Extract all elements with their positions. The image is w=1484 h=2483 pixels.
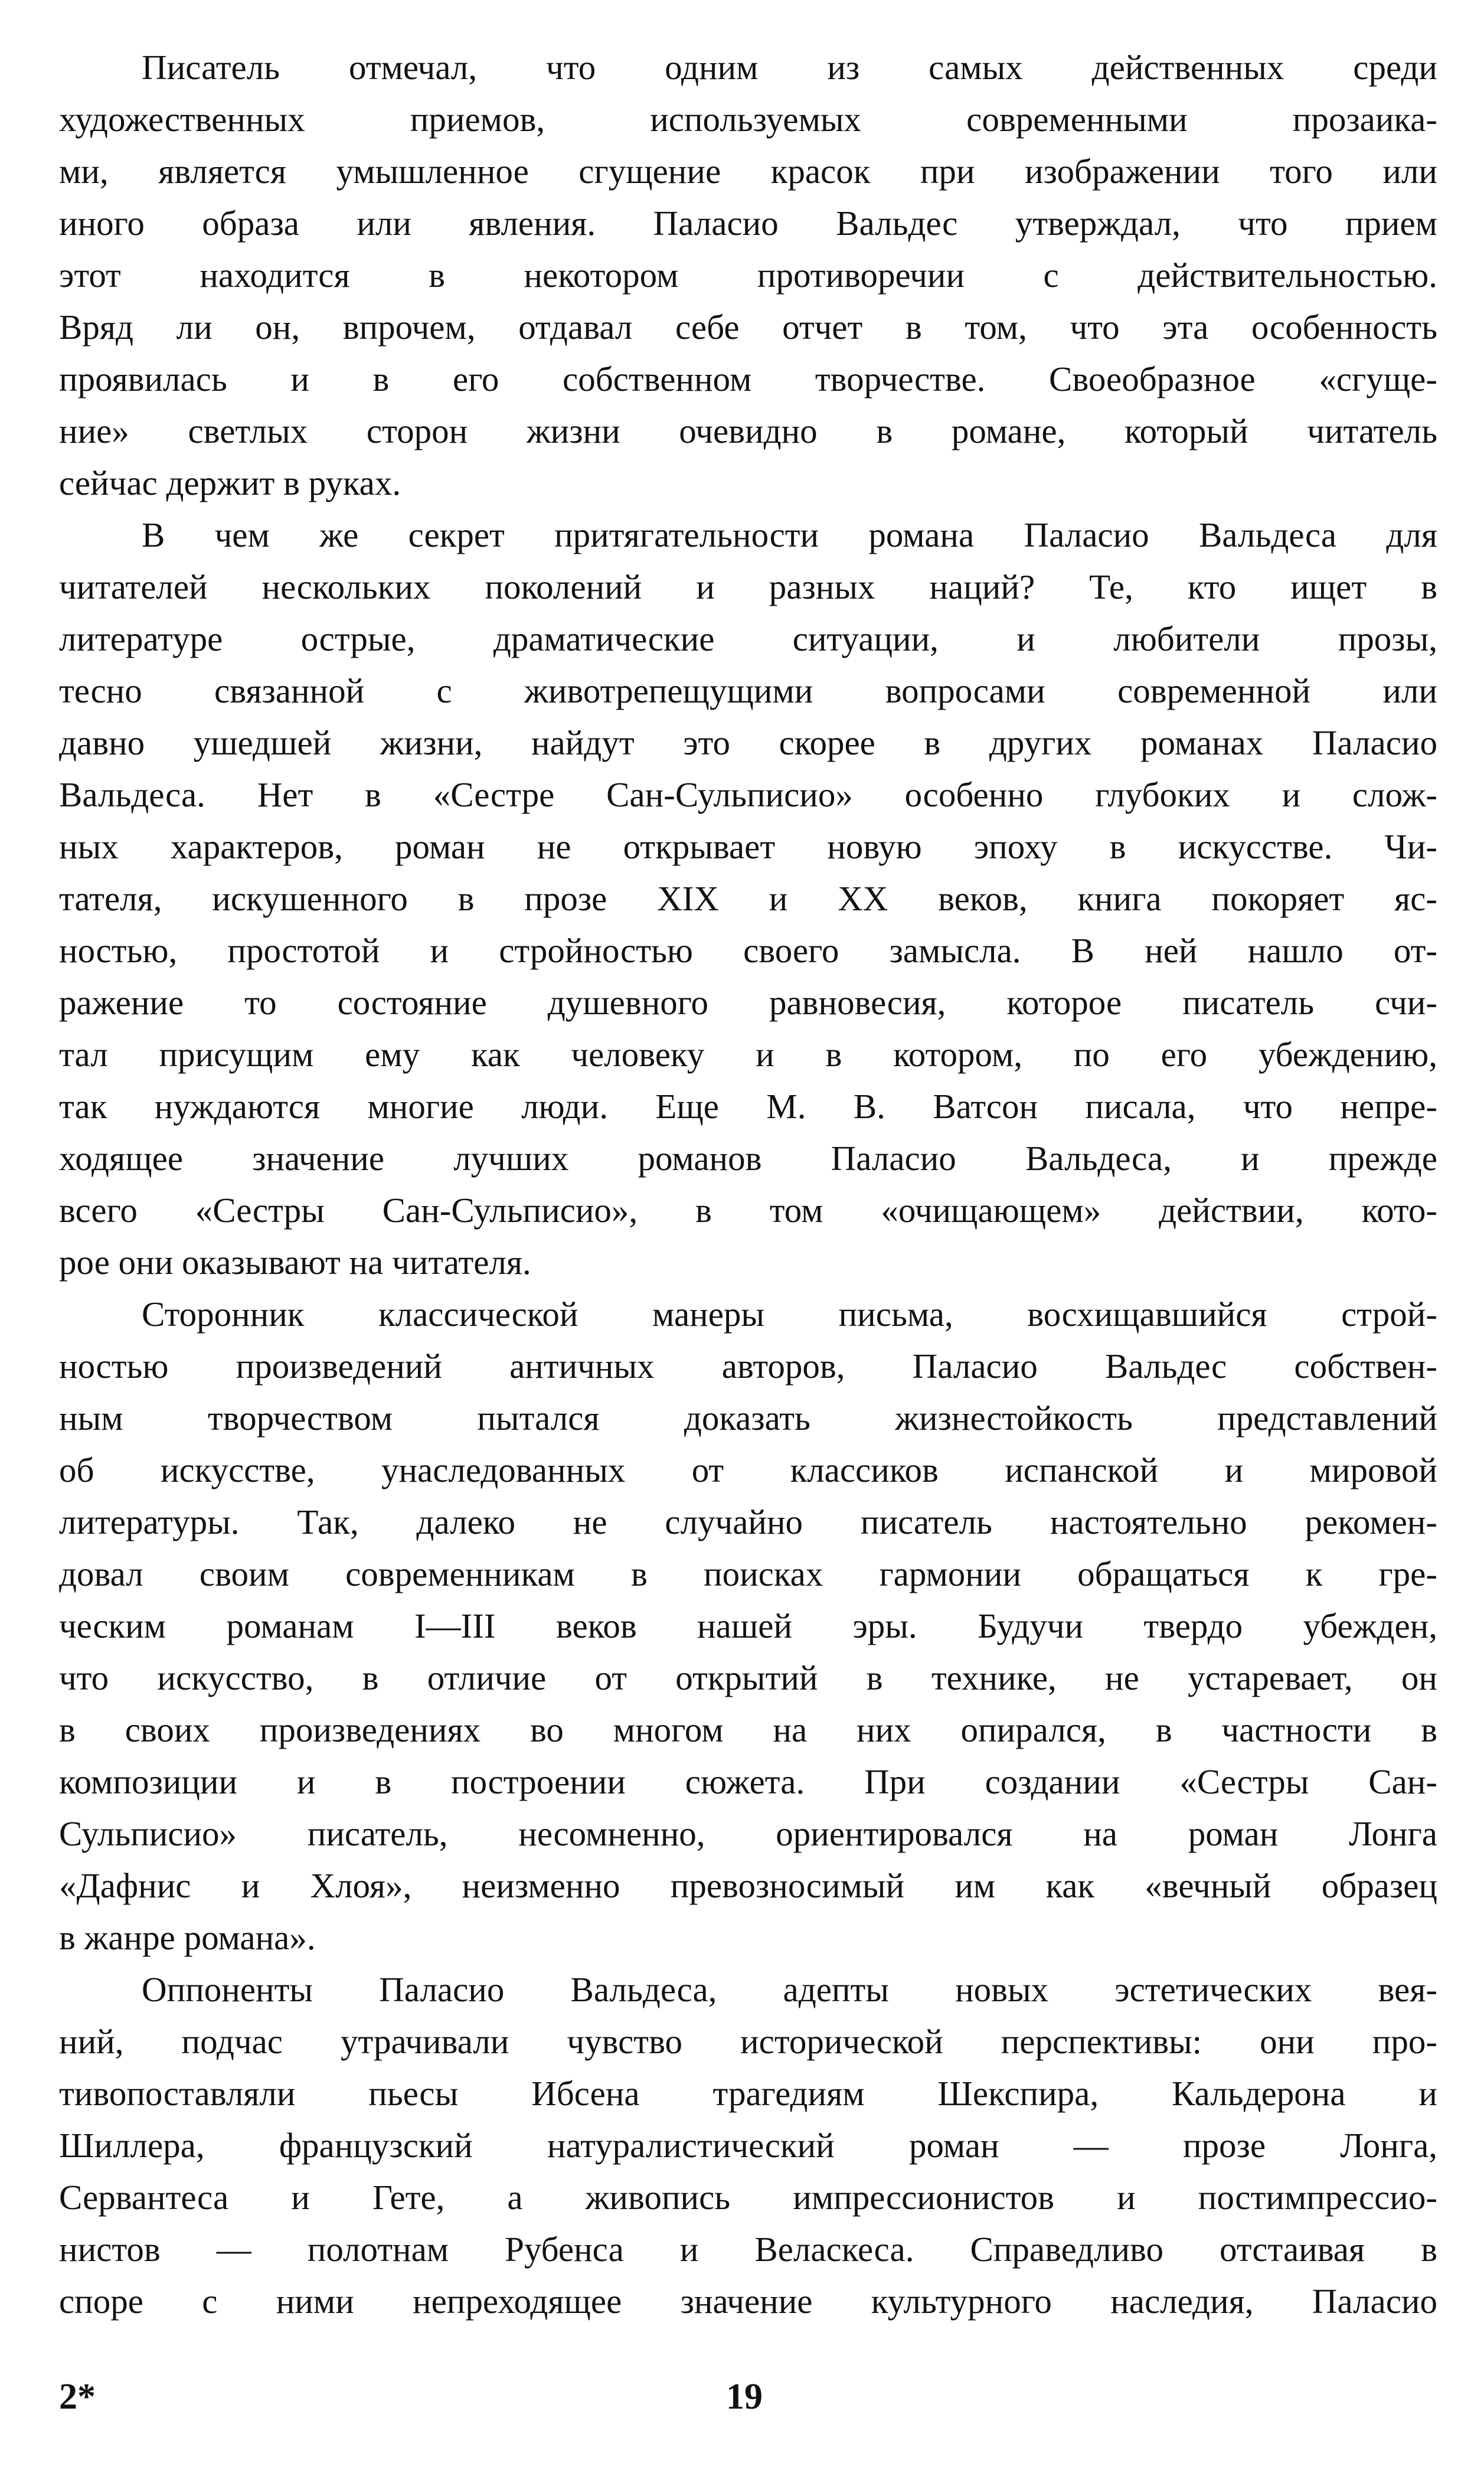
text-line: Вряд ли он, впрочем, отдавал себе отчет в том, что эта особенность: [59, 308, 1437, 347]
text-line: в жанре романа».: [59, 1918, 316, 1957]
text-line: Шиллера, французский натуралистический роман — прозе Лонга,: [59, 2126, 1437, 2165]
page-number: 19: [726, 2377, 763, 2417]
text-line: ностью, простотой и стройностью своего замысла. В ней нашло от-: [59, 931, 1437, 970]
text-line: тал присущим ему как человеку и в котором, по его убеждению,: [59, 1035, 1437, 1074]
text-line: сейчас держит в руках.: [59, 463, 401, 502]
page-text: [59, 41, 1437, 2327]
text-line: Сульписио» писатель, несомненно, ориентировался на роман Лонга: [59, 1814, 1437, 1853]
text-line: так нуждаются многие люди. Еще М. В. Ватсон писала, что непре-: [59, 1087, 1437, 1126]
text-line: об искусстве, унаследованных от классиков испанской и мировой: [59, 1450, 1437, 1489]
text-line: нистов — полотнам Рубенса и Веласкеса. Справедливо отстаивая в: [59, 2230, 1437, 2269]
text-line: ражение то состояние душевного равновесия, которое писатель счи-: [59, 983, 1437, 1022]
text-line: Сторонник классической манеры письма, восхищавшийся строй-: [142, 1295, 1437, 1334]
text-line: довал своим современникам в поисках гармонии обращаться к гре-: [59, 1554, 1437, 1593]
text-line: ми, является умышленное сгущение красок при изображении того или: [59, 152, 1437, 191]
text-line: композиции и в построении сюжета. При создании «Сестры Сан-: [59, 1762, 1437, 1801]
text-line: художественных приемов, используемых современными прозаика-: [59, 100, 1437, 139]
text-line: ние» светлых сторон жизни очевидно в романе, который читатель: [59, 411, 1437, 450]
text-line: Вальдеса. Нет в «Сестре Сан-Сульписио» особенно глубоких и слож-: [59, 775, 1437, 814]
text-line: тесно связанной с животрепещущими вопросами современной или: [59, 671, 1437, 710]
text-line: Писатель отмечал, что одним из самых действенных среди: [142, 48, 1437, 87]
text-line: в своих произведениях во многом на них опирался, в частности в: [59, 1710, 1437, 1749]
text-line: рое они оказывают на читателя.: [59, 1243, 531, 1282]
paragraph-2: [59, 509, 1437, 1288]
paragraph-1: [59, 41, 1437, 509]
text-line: литературе острые, драматические ситуации, и любители прозы,: [59, 619, 1437, 658]
text-line: тивопоставляли пьесы Ибсена трагедиям Шекспира, Кальдерона и: [59, 2074, 1437, 2113]
text-line: читателей нескольких поколений и разных наций? Те, кто ищет в: [59, 567, 1437, 606]
text-line: что искусство, в отличие от открытий в технике, не устаревает, он: [59, 1658, 1437, 1697]
text-line: ходящее значение лучших романов Паласио Вальдеса, и прежде: [59, 1139, 1437, 1178]
text-line: иного образа или явления. Паласио Вальдес утверждал, что прием: [59, 204, 1437, 243]
text-line: ным творчеством пытался доказать жизнестойкость представлений: [59, 1399, 1437, 1437]
text-line: всего «Сестры Сан-Сульписио», в том «очищающем» действии, кото-: [59, 1191, 1437, 1230]
text-line: проявилась и в его собственном творчестве. Своеобразное «сгуще-: [59, 360, 1437, 398]
text-line: Сервантеса и Гете, а живопись импрессионистов и постимпрессио-: [59, 2178, 1437, 2217]
paragraph-4: [59, 1963, 1437, 2327]
text-line: литературы. Так, далеко не случайно писатель настоятельно рекомен-: [59, 1502, 1437, 1541]
text-line: ческим романам I—III веков нашей эры. Будучи твердо убежден,: [59, 1606, 1437, 1645]
text-line: ных характеров, роман не открывает новую эпоху в искусстве. Чи-: [59, 827, 1437, 866]
text-line: ностью произведений античных авторов, Паласио Вальдес собствен-: [59, 1347, 1437, 1386]
paragraph-3: [59, 1288, 1437, 1963]
text-line: споре с ними непреходящее значение культурного наследия, Паласио: [59, 2282, 1437, 2321]
text-line: Оппоненты Паласио Вальдеса, адепты новых эстетических вея-: [142, 1970, 1437, 2009]
text-line: ний, подчас утрачивали чувство исторической перспективы: они про-: [59, 2022, 1437, 2061]
text-line: «Дафнис и Хлоя», неизменно превозносимый им как «вечный образец: [59, 1866, 1437, 1905]
text-line: тателя, искушенного в прозе XIX и XX веков, книга покоряет яс-: [59, 879, 1437, 918]
signature-mark: 2*: [59, 2377, 96, 2417]
text-line: В чем же секрет притягательности романа Паласио Вальдеса для: [142, 515, 1437, 554]
text-line: этот находится в некотором противоречии с действительностью.: [59, 256, 1437, 295]
text-line: давно ушедшей жизни, найдут это скорее в других романах Паласио: [59, 723, 1437, 762]
